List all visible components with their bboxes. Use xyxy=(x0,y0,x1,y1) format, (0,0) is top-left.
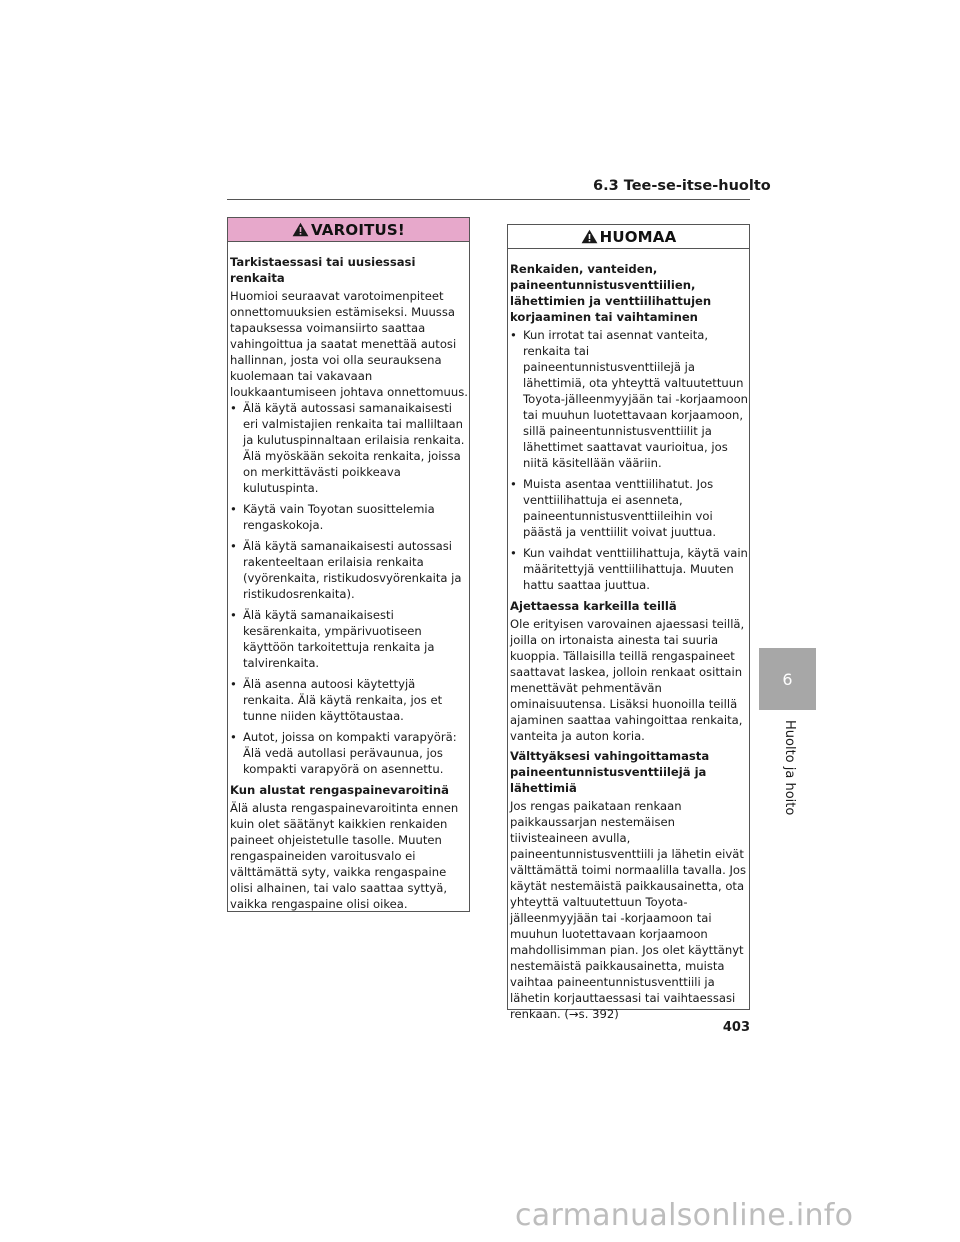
warning-intro: Huomioi seuraavat varotoimenpiteet onnettomuuksien estämiseksi. Muussa tapauksessa voimansiirto saattaa vahingoittua ja saatat menettää autosi hallinnan, josta voi olla seurauksena kuolemaan tai vakavaan loukkaantumiseen johtava onnettomuus. xyxy=(230,289,468,399)
notice-box xyxy=(507,224,750,1021)
warning-heading-reset: Kun alustat rengaspainevaroitinä xyxy=(230,783,449,797)
page-number: 403 xyxy=(722,1020,750,1035)
list-item: • Älä käytä samanaikaisesti autossasi rakenteeltaan erilaisia renkaita (vyörenkaita, ristikudosvyörenkaita ja ristikudosrenkaita). xyxy=(230,539,462,601)
warning-title: VAROITUS! xyxy=(311,220,405,239)
list-item: • Älä käytä samanaikaisesti kesärenkaita, ympärivuotiseen käyttöön tarkoitettuja renkaita ja talvirenkaita. xyxy=(230,608,435,670)
list-item: • Kun irrotat tai asennat vanteita, renkaita tai paineentunnistusventtiilejä ja lähettimiä, ota yhteyttä valtuutettuun Toyota-jälleenmyyjään tai -korjaamoon tai muuhun luotettavaan korjaamoon, sillä paineentunnistusventtiilit ja lähettimet saattavat vaurioitua, jos niitä käsitellään vääriin. xyxy=(510,328,749,470)
warning-heading-tires: Tarkistaessasi tai uusiessasi renkaita xyxy=(230,255,416,285)
notice-title: HUOMAA xyxy=(599,227,677,246)
notice-sensors-text: Jos rengas paikataan renkaan paikkaussarjan nestemäisen tiivisteaineen avulla, paineentunnistusventtiili ja lähetin eivät välttämättä toimi normaalilla tavalla. Jos käytät nestemäistä paikkausainetta, ota yhteyttä valtuutettuun Toyota-jälleenmyyjään tai -korjaamoon tai muuhun luotettavaan korjaamoon mahdollisimman pian. Jos olet käyttänyt nestemäistä paikkausainetta, muista vaihtaa paineentunnistusventtiili ja lähetin korjauttaessasi tai vaihtaessasi renkaan. (→s. 392) xyxy=(510,799,746,1021)
list-item: • Muista asentaa venttiilihatut. Jos venttiilihattuja ei asenneta, paineentunnistusventtiileihin voi päästä ja venttiilit voivat juuttua. xyxy=(510,477,717,539)
notice-heading-rough-roads: Ajettaessa karkeilla teillä xyxy=(510,599,677,613)
list-item: • Autot, joissa on kompakti varapyörä: Älä vedä autollasi perävaunua, jos kompakti varapyörä on asennettu. xyxy=(230,730,457,776)
chapter-tab: 6 xyxy=(759,648,816,710)
warning-bullet-list xyxy=(230,400,469,777)
watermark: carmanualsonline.info xyxy=(515,1198,854,1233)
notice-rough-roads-text: Ole erityisen varovainen ajaessasi teillä, joilla on irtonaista ainesta tai suuria kuoppia. Tällaisilla teillä rengaspaineet saattavat laskea, jolloin renkaat osittain menettävät pehmentävän ominaisuutensa. Lisäksi huonoilla teillä ajaminen saattaa vahingoittaa renkaita, vanteita ja auton koria. xyxy=(510,617,745,743)
notice-heading-repair: Renkaiden, vanteiden, paineentunnistusventtiilien, lähettimien ja venttiilihattujen korjaaminen tai vaihtaminen xyxy=(510,262,712,324)
warning-title-bar xyxy=(228,218,469,242)
list-item: • Älä käytä autossasi samanaikaisesti eri valmistajien renkaita tai malliltaan ja kulutuspinnaltaan erilaisia renkaita. Älä myöskään sekoita renkaita, joissa on merkittävästi poikkeava kulutuspinta. xyxy=(230,401,465,495)
notice-triangle-icon xyxy=(581,229,598,244)
list-item: • Älä asenna autoosi käytettyjä renkaita. Älä käytä renkaita, jos et tunne niiden käyttötaustaa. xyxy=(230,677,443,723)
notice-title-bar xyxy=(508,225,749,249)
notice-heading-sensors: Välttyäksesi vahingoittamasta paineentunnistusventtiilejä ja lähettimiä xyxy=(510,749,710,795)
list-item: • Käytä vain Toyotan suosittelemia rengaskokoja. xyxy=(230,502,435,532)
list-item: • Kun vaihdat venttiilihattuja, käytä vain määritettyjä venttiilihattuja. Muuten hattu saattaa juuttua. xyxy=(510,546,748,592)
section-header: 6.3 Tee-se-itse-huolto xyxy=(593,178,771,194)
warning-reset-text: Älä alusta rengaspainevaroitinta ennen kuin olet säätänyt kaikkien renkaiden paineet ohjeistetulle tasolle. Muuten rengaspaineiden varoitusvalo ei välttämättä syty, vaikka rengaspaine olisi alhainen, tai valo saattaa syttyä, vaikka rengaspaine olisi oikea. xyxy=(230,801,459,911)
warning-triangle-icon xyxy=(292,222,309,237)
notice-bullet-list xyxy=(510,327,749,593)
chapter-label: Huolto ja hoito xyxy=(782,720,797,816)
header-rule xyxy=(227,199,750,200)
warning-box xyxy=(227,217,470,912)
